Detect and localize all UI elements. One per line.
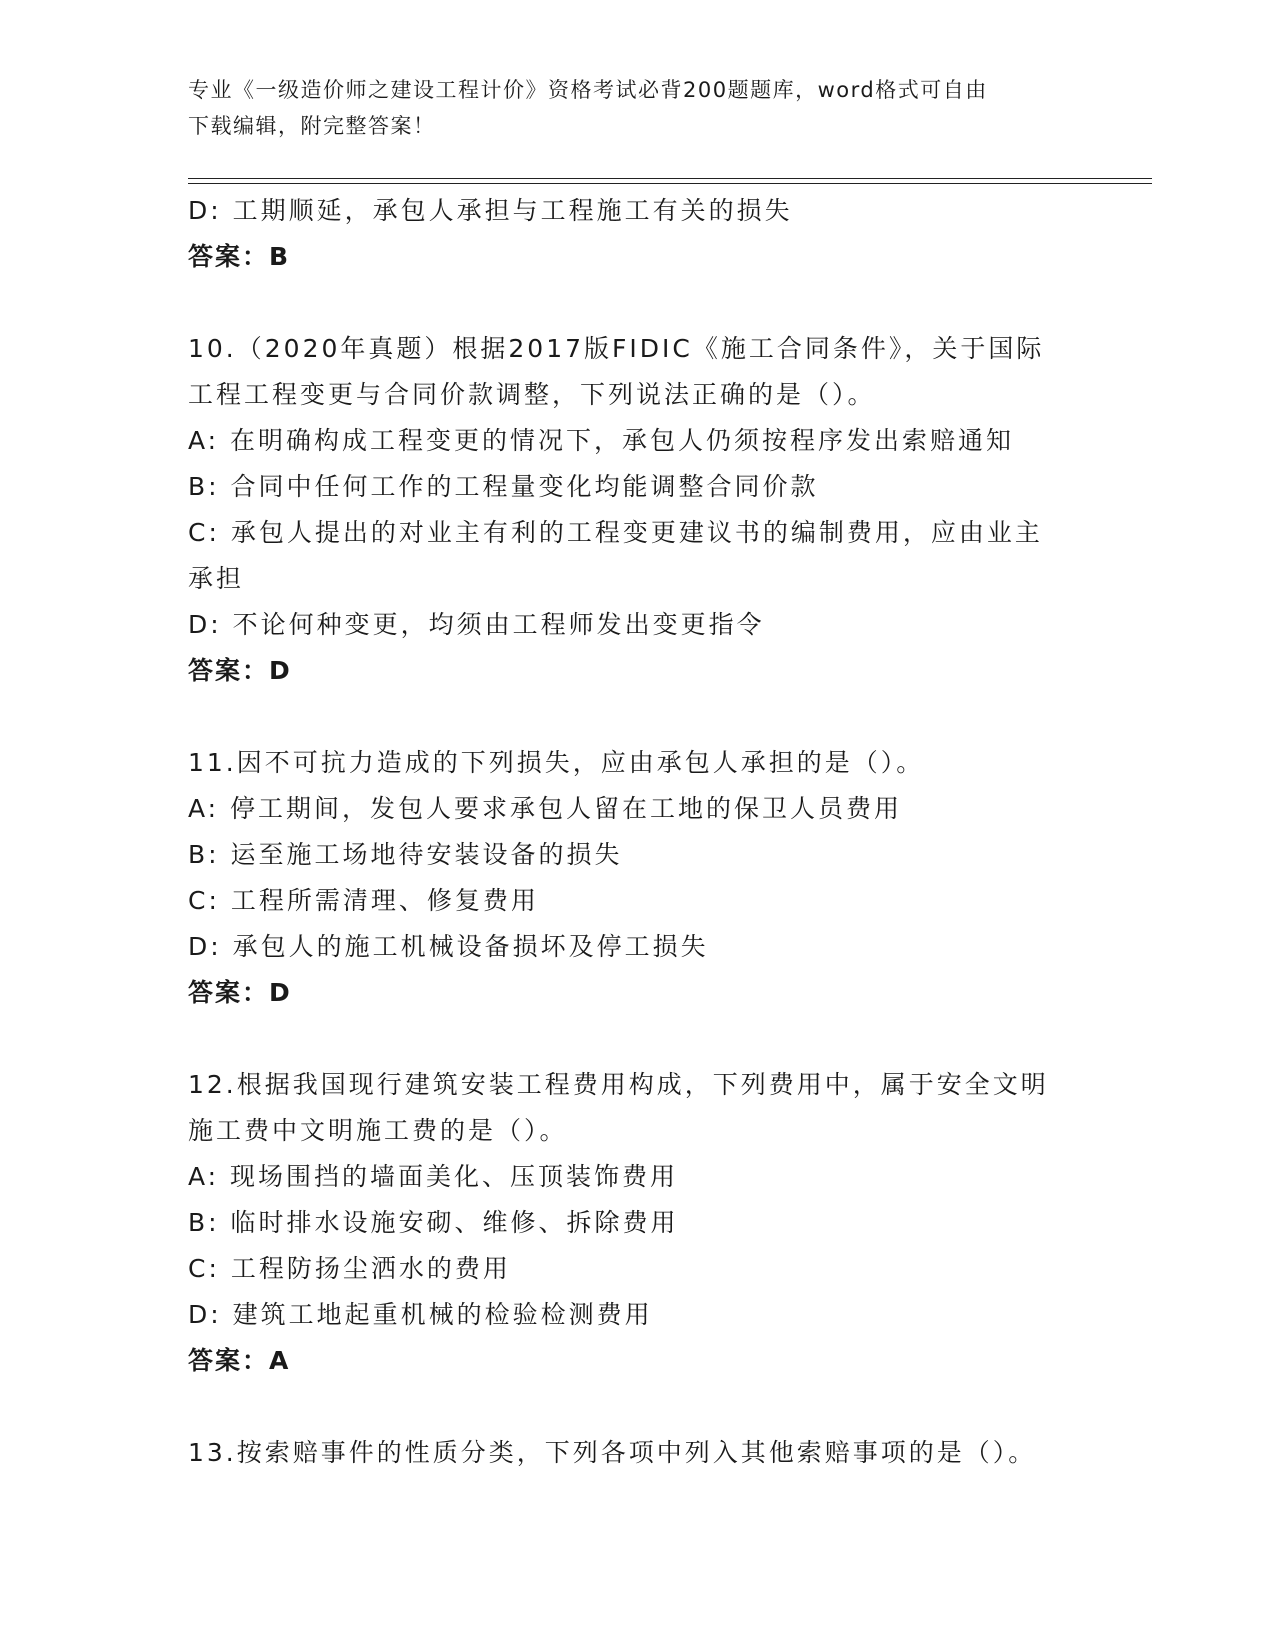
option-b: B: 临时排水设施安砌、维修、拆除费用: [188, 1208, 679, 1237]
option-d: D: 不论何种变更，均须由工程师发出变更指令: [188, 610, 765, 639]
option-b: B: 合同中任何工作的工程量变化均能调整合同价款: [188, 472, 819, 501]
option-c-continuation: 承担: [188, 564, 245, 593]
answer-line: 答案：D: [188, 656, 292, 685]
option-c: C: 工程防扬尘洒水的费用: [188, 1254, 511, 1283]
header-line-1: 专业《一级造价师之建设工程计价》资格考试必背200题题库，word格式可自由: [188, 78, 988, 102]
option-c: C: 承包人提出的对业主有利的工程变更建议书的编制费用，应由业主: [188, 518, 1043, 547]
question-stem: 工程工程变更与合同价款调整，下列说法正确的是（）。: [188, 380, 876, 409]
answer-line: 答案：B: [188, 242, 291, 271]
document-header: [188, 72, 1088, 144]
option-a: A: 停工期间，发包人要求承包人留在工地的保卫人员费用: [188, 794, 903, 823]
question-stem: 13.按索赔事件的性质分类，下列各项中列入其他索赔事项的是（）。: [188, 1438, 1037, 1467]
answer-line: 答案：D: [188, 978, 292, 1007]
question-11: [188, 740, 1088, 1016]
option-a: A: 在明确构成工程变更的情况下，承包人仍须按程序发出索赔通知: [188, 426, 1015, 455]
header-rule-bottom: [188, 183, 1152, 184]
option-d: D: 建筑工地起重机械的检验检测费用: [188, 1300, 653, 1329]
question-spacer: [188, 280, 1088, 326]
question-13: [188, 1430, 1088, 1476]
question-stem: 12.根据我国现行建筑安装工程费用构成，下列费用中，属于安全文明: [188, 1070, 1049, 1099]
option-d: D: 承包人的施工机械设备损坏及停工损失: [188, 932, 709, 961]
question-spacer: [188, 1384, 1088, 1430]
question-stem: 10.（2020年真题）根据2017版FIDIC《施工合同条件》，关于国际: [188, 334, 1045, 363]
option-c: C: 工程所需清理、修复费用: [188, 886, 539, 915]
header-rule-top: [188, 178, 1152, 179]
option-d: D: 工期顺延，承包人承担与工程施工有关的损失: [188, 196, 793, 225]
option-a: A: 现场围挡的墙面美化、压顶装饰费用: [188, 1162, 679, 1191]
question-spacer: [188, 694, 1088, 740]
question-stem: 施工费中文明施工费的是（）。: [188, 1116, 568, 1145]
option-b: B: 运至施工场地待安装设备的损失: [188, 840, 623, 869]
header-line-2: 下载编辑，附完整答案！: [188, 114, 436, 138]
question-12: [188, 1062, 1088, 1384]
question-spacer: [188, 1016, 1088, 1062]
question-stem: 11.因不可抗力造成的下列损失，应由承包人承担的是（）。: [188, 748, 925, 777]
question-content: [188, 188, 1088, 1476]
question-10: [188, 326, 1088, 694]
answer-line: 答案：A: [188, 1346, 291, 1375]
